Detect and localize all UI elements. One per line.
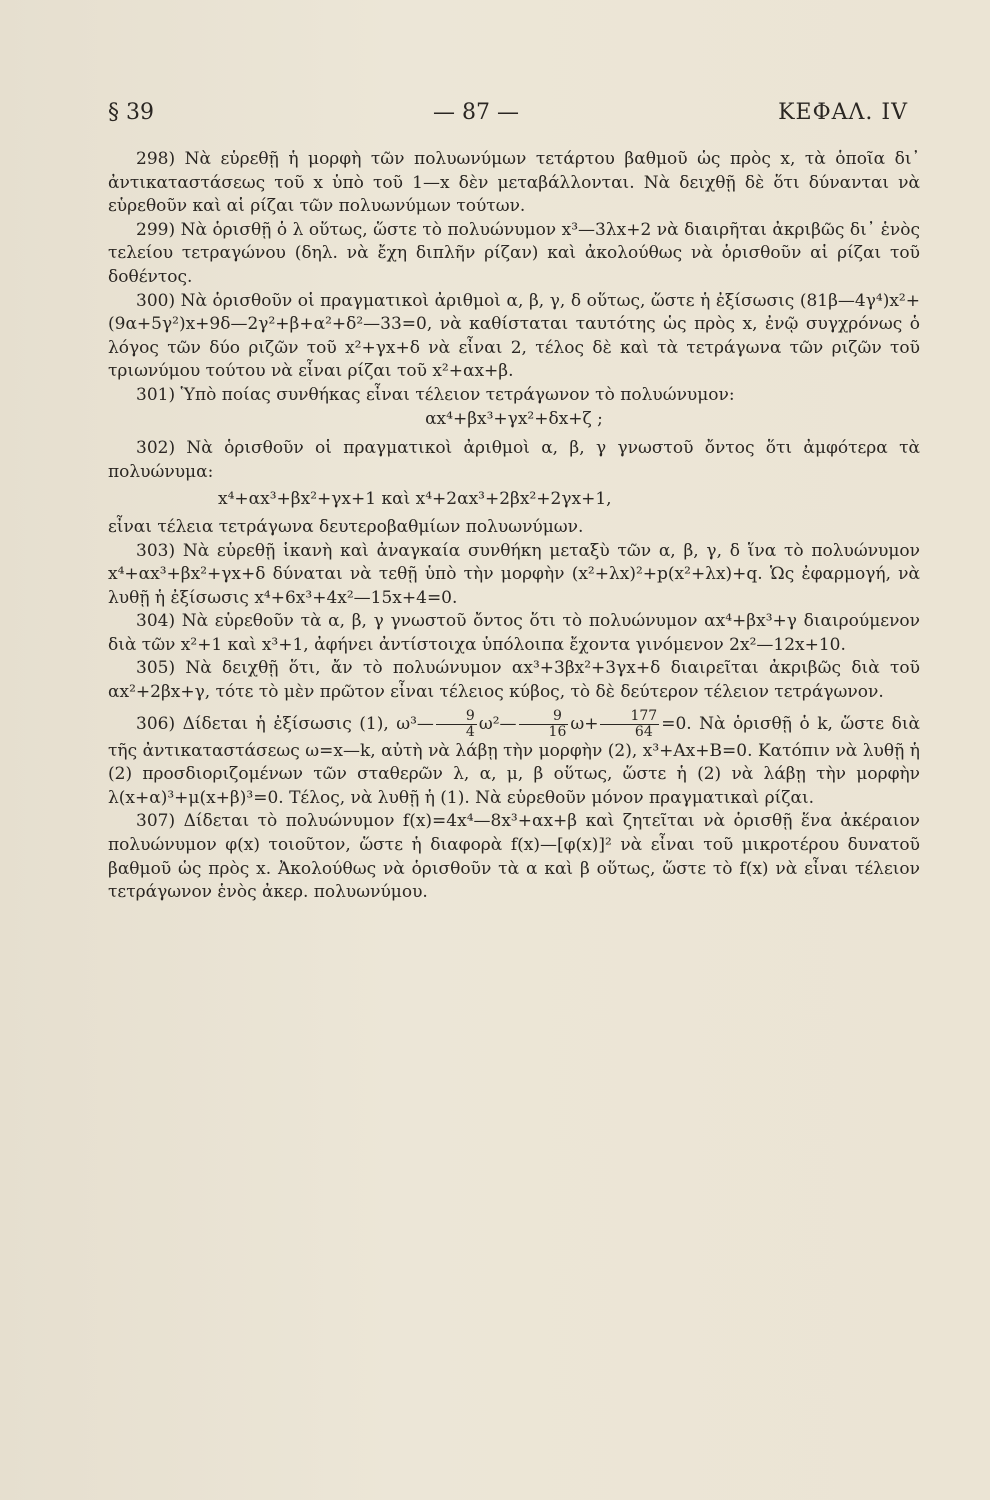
problem-306-part-c: ω+ bbox=[570, 713, 599, 734]
fraction-9-4 bbox=[436, 709, 477, 740]
problem-304: 304) Νὰ εὑρεθοῦν τὰ α, β, γ γνωστοῦ ὄντος ὅτι τὸ πολυώνυμον αx⁴+βx³+γ διαιρούμενον διὰ τῶν x²+1 καὶ x³+1, ἀφήνει ἀντίστοιχα ὑπόλοιπα ἔχοντα γινόμενον 2x²—12x+10. bbox=[108, 611, 920, 655]
section-number: § 39 bbox=[108, 100, 154, 125]
page-number: — 87 — bbox=[433, 100, 519, 125]
fraction-177-64 bbox=[600, 709, 659, 740]
problem-302: 302) Νὰ ὁρισθοῦν οἱ πραγματικοὶ ἀριθμοὶ α, β, γ γνωστοῦ ὄντος ὅτι ἀμφότερα τὰ πολυώνυμα: bbox=[108, 438, 920, 482]
problem-302-formula: x⁴+αx³+βx²+γx+1 καὶ x⁴+2αx³+2βx²+2γx+1, bbox=[218, 489, 612, 510]
problem-306-part-b: ω²— bbox=[478, 713, 517, 734]
problem-307: 307) Δίδεται τὸ πολυώνυμον f(x)=4x⁴—8x³+αx+β καὶ ζητεῖται νὰ ὁρισθῇ ἕνα ἀκέραιον πολυώνυμον φ(x) τοιοῦτον, ὥστε ἡ διαφορὰ f(x)—[φ(x)]² νὰ εἶναι τοῦ μικροτέρου δυνατοῦ βαθμοῦ ὡς πρὸς x. Ἀκολούθως νὰ ὁρισθοῦν τὰ α καὶ β οὕτως, ὥστε τὸ f(x) νὰ εἶναι τέλειον τετράγωνον ἑνὸς ἀκερ. πολυωνύμου. bbox=[108, 811, 920, 903]
fraction-numerator: 9 bbox=[436, 709, 477, 725]
problem-306 bbox=[108, 709, 920, 811]
problem-300: 300) Νὰ ὁρισθοῦν οἱ πραγματικοὶ ἀριθμοὶ α, β, γ, δ οὕτως, ὥστε ἡ ἐξίσωσις (81β—4γ⁴)x²+(9α+5γ²)x+9δ—2γ²+β+α²+δ²—33=0, νὰ καθίσταται ταυτότης ὡς πρὸς x, ἐνῷ συγχρόνως ὁ λόγος τῶν δύο ριζῶν τοῦ x²+γx+δ νὰ εἶναι 2, τέλος δὲ καὶ τὰ τετράγωνα τῶν ριζῶν τοῦ τριωνύμου τούτου νὰ εἶναι ρίζαι τοῦ x²+αx+β. bbox=[108, 290, 920, 382]
page-body bbox=[108, 148, 920, 905]
fraction-denominator: 64 bbox=[634, 723, 653, 740]
page-header bbox=[108, 100, 908, 140]
chapter-label: ΚΕΦΑΛ. IV bbox=[778, 100, 908, 125]
fraction-denominator: 16 bbox=[548, 723, 567, 740]
problem-302-continuation: εἶναι τέλεια τετράγωνα δευτεροβαθμίων πολυωνύμων. bbox=[108, 516, 584, 537]
fraction-numerator: 177 bbox=[600, 709, 659, 725]
problem-306-part-a: 306) Δίδεται ἡ ἐξίσωσις (1), ω³— bbox=[136, 713, 434, 734]
problem-301-formula: αx⁴+βx³+γx²+δx+ζ ; bbox=[425, 408, 603, 429]
problem-298: 298) Νὰ εὑρεθῇ ἡ μορφὴ τῶν πολυωνύμων τετάρτου βαθμοῦ ὡς πρὸς x, τὰ ὁποῖα δι᾽ ἀντικαταστάσεως τοῦ x ὑπὸ τοῦ 1—x δὲν μεταβάλλονται. Νὰ δειχθῇ δὲ ὅτι δύνανται νὰ εὑρεθοῦν καὶ αἱ ρίζαι τῶν πολυωνύμων τούτων. bbox=[108, 149, 920, 217]
fraction-9-16 bbox=[519, 709, 569, 740]
problem-306-part-d: =0. Νὰ ὁρισθῇ ὁ k, ὥστε διὰ τῆς ἀντικαταστάσεως ω=x—k, αὐτὴ νὰ λάβῃ τὴν μορφὴν (2), x³+Ax+B=0. Κατόπιν νὰ λυθῇ ἡ (2) προσδιοριζομένων τῶν σταθερῶν λ, α, μ, β οὕτως, ὥστε ἡ (2) νὰ λάβῃ τὴν μορφὴν λ(x+α)³+μ(x+β)³=0. Τέλος, νὰ λυθῇ ἡ (1). Νὰ εὑρεθοῦν μόνον πραγματικαὶ ρίζαι. bbox=[108, 713, 920, 808]
problem-305: 305) Νὰ δειχθῇ ὅτι, ἄν τὸ πολυώνυμον αx³+3βx²+3γx+δ διαιρεῖται ἀκριβῶς διὰ τοῦ αx²+2βx+γ, τότε τὸ μὲν πρῶτον εἶναι τέλειος κύβος, τὸ δὲ δεύτερον τέλειον τετράγωνον. bbox=[108, 658, 920, 703]
fraction-numerator: 9 bbox=[519, 709, 569, 725]
problem-303: 303) Νὰ εὑρεθῇ ἱκανὴ καὶ ἀναγκαία συνθήκη μεταξὺ τῶν α, β, γ, δ ἵνα τὸ πολυώνυμον x⁴+αx³+βx²+γx+δ δύναται νὰ τεθῇ ὑπὸ τὴν μορφὴν (x²+λx)²+p(x²+λx)+q. Ὡς ἐφαρμογή, νὰ λυθῇ ἡ ἐξίσωσις x⁴+6x³+4x²—15x+4=0. bbox=[108, 540, 920, 608]
problem-299: 299) Νὰ ὁρισθῇ ὁ λ οὕτως, ὥστε τὸ πολυώνυμον x³—3λx+2 νὰ διαιρῆται ἀκριβῶς δι᾽ ἑνὸς τελείου τετραγώνου (δηλ. νὰ ἔχη διπλῆν ρίζαν) καὶ ἀκολούθως νὰ ὁρισθοῦν αἱ ρίζαι τοῦ δοθέντος. bbox=[108, 219, 920, 287]
fraction-denominator: 4 bbox=[465, 723, 475, 740]
problem-301: 301) Ὑπὸ ποίας συνθήκας εἶναι τέλειον τετράγωνον τὸ πολυώνυμον: bbox=[136, 384, 735, 405]
